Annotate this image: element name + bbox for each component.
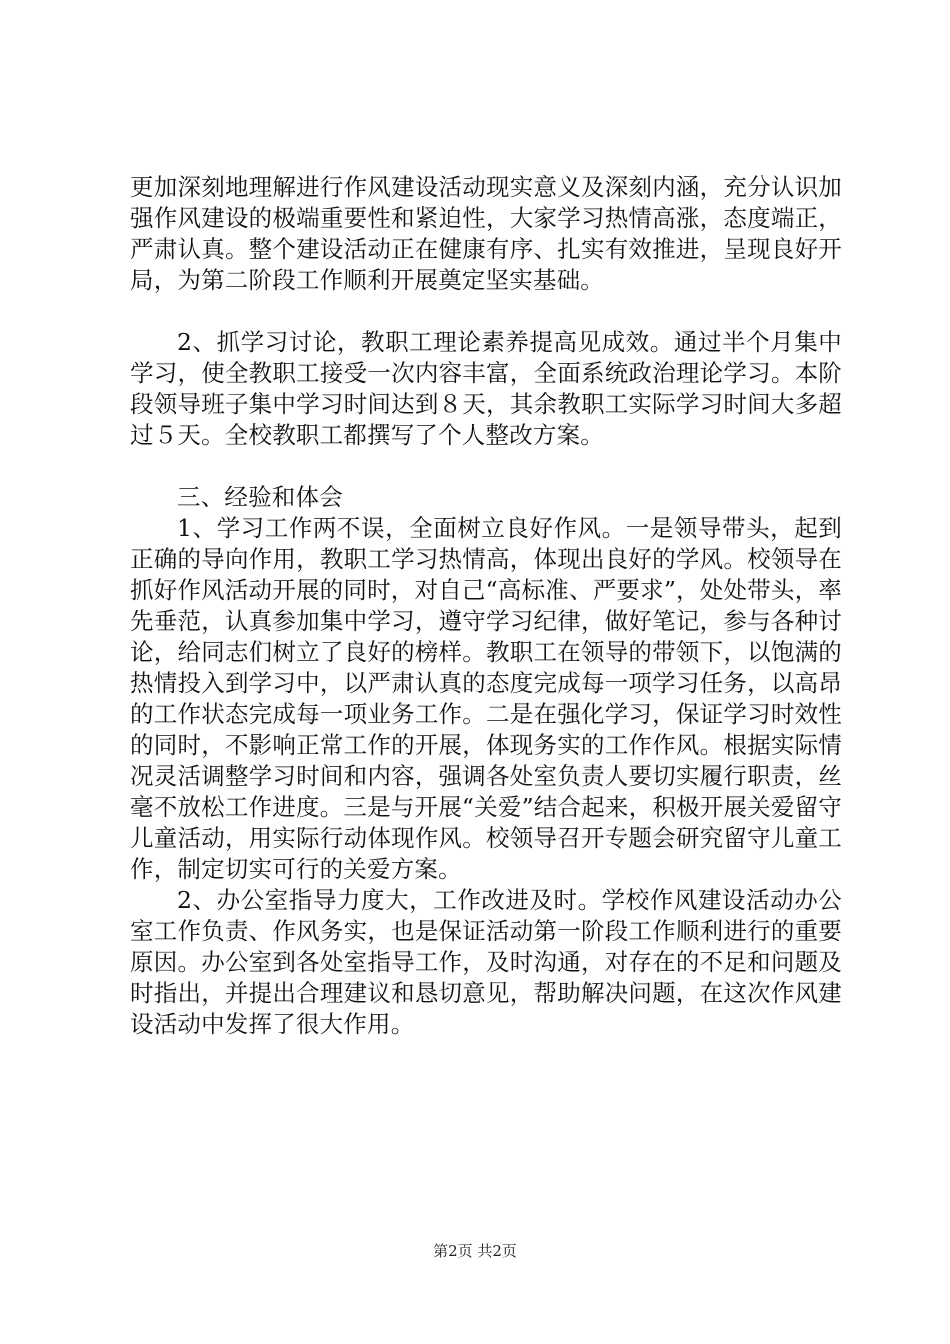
paragraph-office-guidance: 2、办公室指导力度大，工作改进及时。学校作风建设活动办公室工作负责、作风务实，也是保证活动第一阶段工作顺利进行的重要原因。办公室到各处室指导工作，及时沟通，对存在的不足和问题及时指出，并提出合理建议和恳切意见，帮助解决问题，在这次作风建设活动中发挥了很大作用。: [130, 886, 842, 1038]
document-body: [130, 172, 842, 1040]
section-heading-experience: 三、经验和体会: [177, 483, 343, 511]
paragraph-continuation: 更加深刻地理解进行作风建设活动现实意义及深刻内涵，充分认识加强作风建设的极端重要性和紧迫性，大家学习热情高涨，态度端正，严肃认真。整个建设活动正在健康有序、扎实有效推进，呈现良好开局，为第二阶段工作顺利开展奠定坚实基础。: [130, 173, 842, 294]
paragraph-study-discussion: 2、抓学习讨论，教职工理论素养提高见成效。通过半个月集中学习，使全教职工接受一次内容丰富，全面系统政治理论学习。本阶段领导班子集中学习时间达到８天，其余教职工实际学习时间大多超过５天。全校教职工都撰写了个人整改方案。: [130, 328, 842, 449]
paragraph-gap: [130, 451, 842, 482]
page-number-footer: 第2页 共2页: [433, 1242, 517, 1260]
paragraph-study-work: 1、学习工作两不误，全面树立良好作风。一是领导带头，起到正确的导向作用，教职工学习热情高，体现出良好的学风。校领导在抓好作风活动开展的同时，对自己“高标准、严要求”，处处带头，率先垂范，认真参加集中学习，遵守学习纪律，做好笔记，参与各种讨论，给同志们树立了良好的榜样。教职工在领导的带领下，以饱满的热情投入到学习中，以严肃认真的态度完成每一项学习任务，以高昂的工作状态完成每一项业务工作。二是在强化学习，保证学习时效性的同时，不影响正常工作的开展，体现务实的工作作风。根据实际情况灵活调整学习时间和内容，强调各处室负责人要切实履行职责，丝毫不放松工作进度。三是与开展“关爱”结合起来，积极开展关爱留守儿童活动，用实际行动体现作风。校领导召开专题会研究留守儿童工作，制定切实可行的关爱方案。: [130, 514, 842, 883]
paragraph-gap: [130, 296, 842, 327]
